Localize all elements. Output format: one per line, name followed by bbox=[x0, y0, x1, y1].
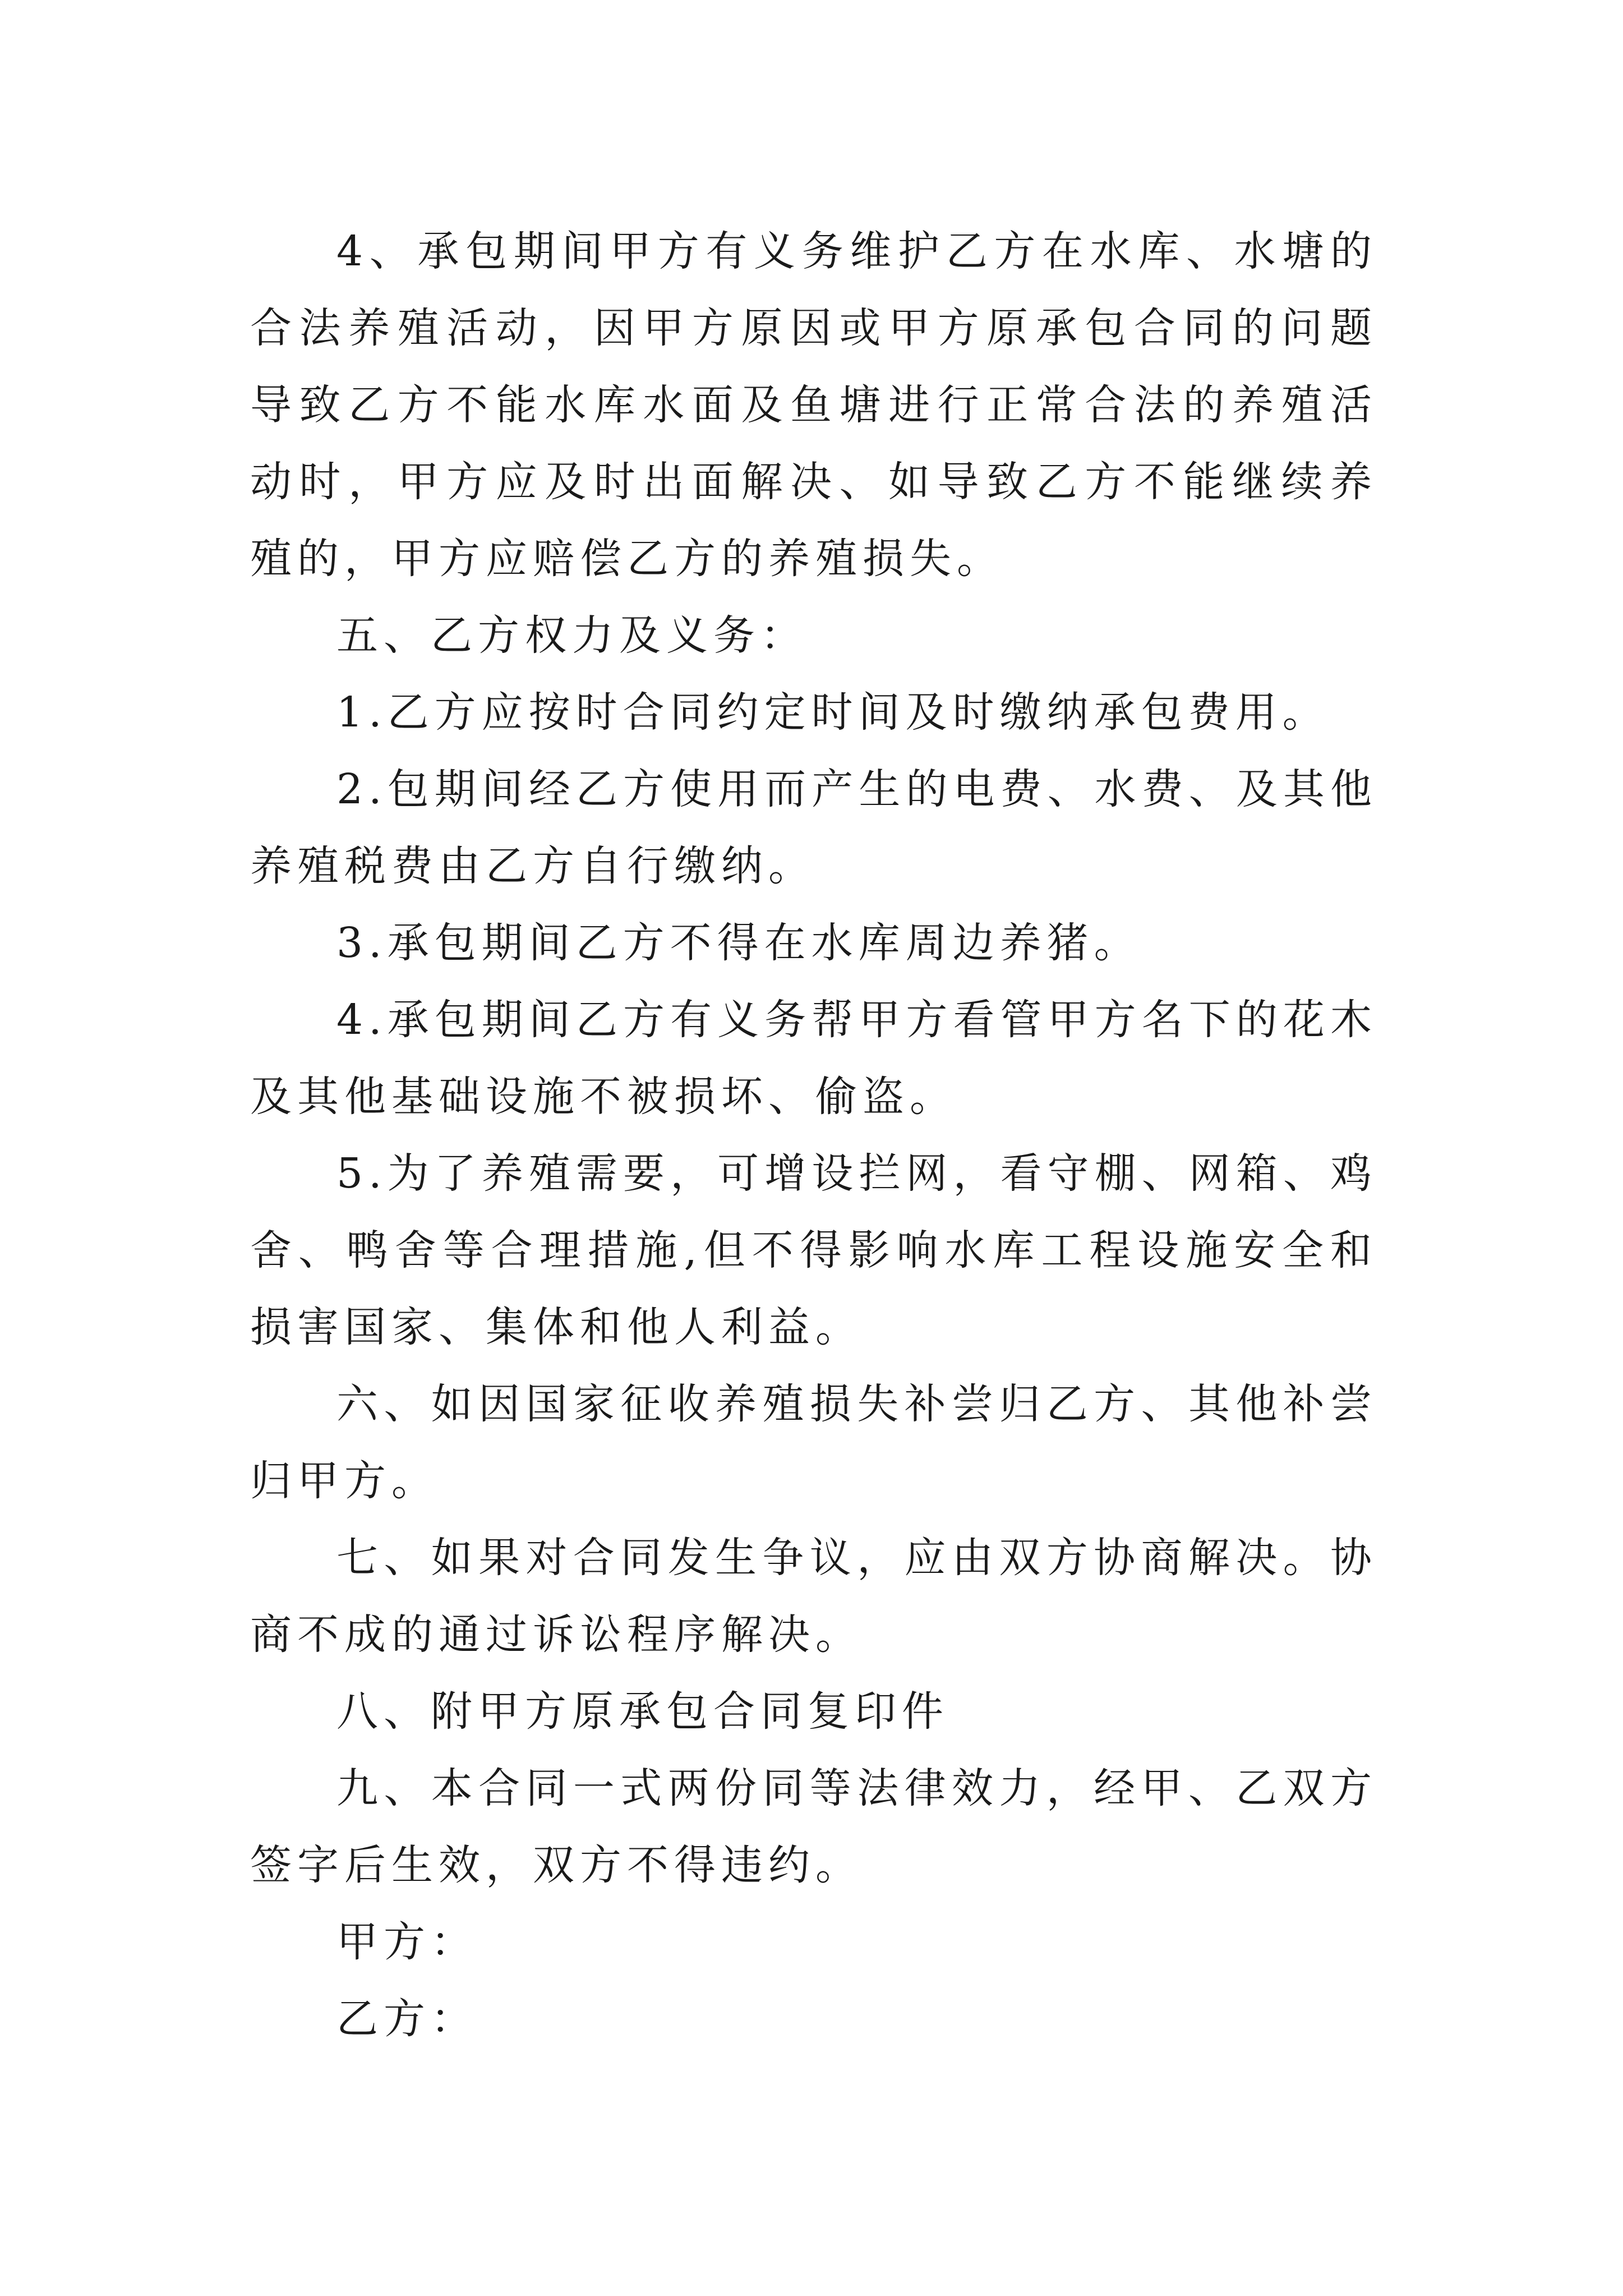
party-a-signature-line: 甲方： bbox=[336, 1918, 478, 1966]
contract-body bbox=[250, 213, 1377, 2058]
section-9: 九、本合同一式两份同等法律效力，经甲、乙双方签字后生效，双方不得违约。 bbox=[250, 1764, 1377, 1889]
clause-5-3: 3.承包期间乙方不得在水库周边养猪。 bbox=[336, 919, 1141, 967]
section-5-heading: 五、乙方权力及义务： bbox=[336, 611, 808, 660]
clause-5-5: 5.为了养殖需要，可增设拦网，看守棚、网箱、鸡舍、鸭舍等合理措施,但不得影响水库工程设施安全和损害国家、集体和他人利益。 bbox=[250, 1149, 1377, 1351]
party-b-signature-line: 乙方： bbox=[336, 1995, 478, 2043]
clause-4-party-a-duty: 4、承包期间甲方有义务维护乙方在水库、水塘的合法养殖活动，因甲方原因或甲方原承包合同的问题导致乙方不能水库水面及鱼塘进行正常合法的养殖活动时，甲方应及时出面解决、如导致乙方不能继续养殖的，甲方应赔偿乙方的养殖损失。 bbox=[250, 227, 1377, 583]
section-8: 八、附甲方原承包合同复印件 bbox=[336, 1687, 949, 1736]
clause-5-4: 4.承包期间乙方有义务帮甲方看管甲方名下的花木及其他基础设施不被损坏、偷盗。 bbox=[250, 996, 1377, 1121]
section-6: 六、如因国家征收养殖损失补尝归乙方、其他补尝归甲方。 bbox=[250, 1380, 1377, 1505]
clause-5-2: 2.包期间经乙方使用而产生的电费、水费、及其他养殖税费由乙方自行缴纳。 bbox=[250, 765, 1377, 890]
clause-5-1: 1.乙方应按时合同约定时间及时缴纳承包费用。 bbox=[336, 688, 1330, 737]
section-7: 七、如果对合同发生争议，应由双方协商解决。协商不成的通过诉讼程序解决。 bbox=[250, 1534, 1377, 1659]
